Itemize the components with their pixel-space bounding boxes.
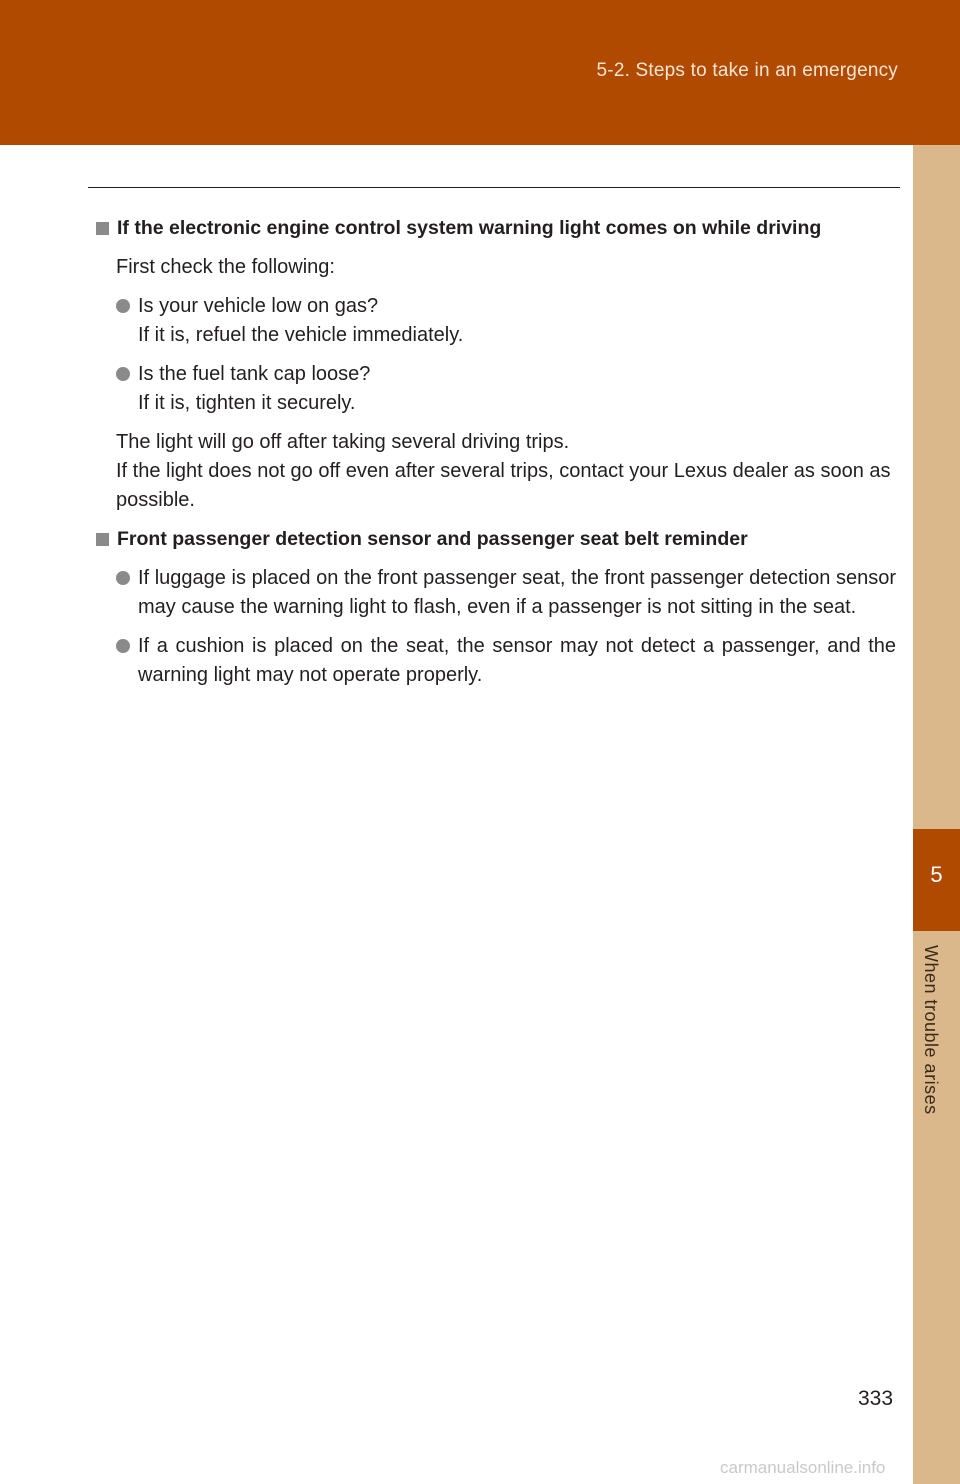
section-heading-warning-light <box>96 214 896 243</box>
circle-bullet-icon <box>116 571 130 585</box>
chapter-label: When trouble arises <box>921 945 941 1115</box>
square-bullet-icon <box>96 533 109 546</box>
heading-text: Front passenger detection sensor and passenger seat belt reminder <box>117 528 748 550</box>
content-area <box>96 214 896 700</box>
list-item <box>116 632 896 690</box>
closing-line-2: If the light does not go off even after several trips, contact your Lexus dealer as soon as possible. <box>116 460 891 511</box>
bullet-question: Is the fuel tank cap loose? <box>138 363 371 385</box>
section-header-title: 5-2. Steps to take in an emergency <box>596 60 898 81</box>
list-item <box>116 564 896 622</box>
bullet-answer: If it is, refuel the vehicle immediately. <box>138 324 464 346</box>
circle-bullet-icon <box>116 367 130 381</box>
bullet-text: If a cushion is placed on the seat, the sensor may not detect a passenger, and the warning light may not operate properly. <box>138 635 896 686</box>
closing-line-1: The light will go off after taking several driving trips. <box>116 431 570 453</box>
closing-paragraph <box>116 428 896 515</box>
bullet-answer: If it is, tighten it securely. <box>138 392 356 414</box>
circle-bullet-icon <box>116 299 130 313</box>
divider-rule <box>88 187 900 188</box>
section-heading-passenger-sensor <box>96 525 896 554</box>
page-number: 333 <box>858 1387 894 1410</box>
chapter-number: 5 <box>930 862 943 887</box>
list-item <box>116 292 896 350</box>
heading-text: If the electronic engine control system warning light comes on while driving <box>117 217 822 239</box>
watermark: carmanualsonline.info <box>720 1458 886 1477</box>
side-strip <box>913 145 960 1484</box>
bullet-text: If luggage is placed on the front passenger seat, the front passenger detection sensor may cause the warning light to flash, even if a passenger is not sitting in the seat. <box>138 567 896 618</box>
square-bullet-icon <box>96 222 109 235</box>
list-item <box>116 360 896 418</box>
intro-text: First check the following: <box>116 256 335 278</box>
bullet-question: Is your vehicle low on gas? <box>138 295 379 317</box>
circle-bullet-icon <box>116 639 130 653</box>
